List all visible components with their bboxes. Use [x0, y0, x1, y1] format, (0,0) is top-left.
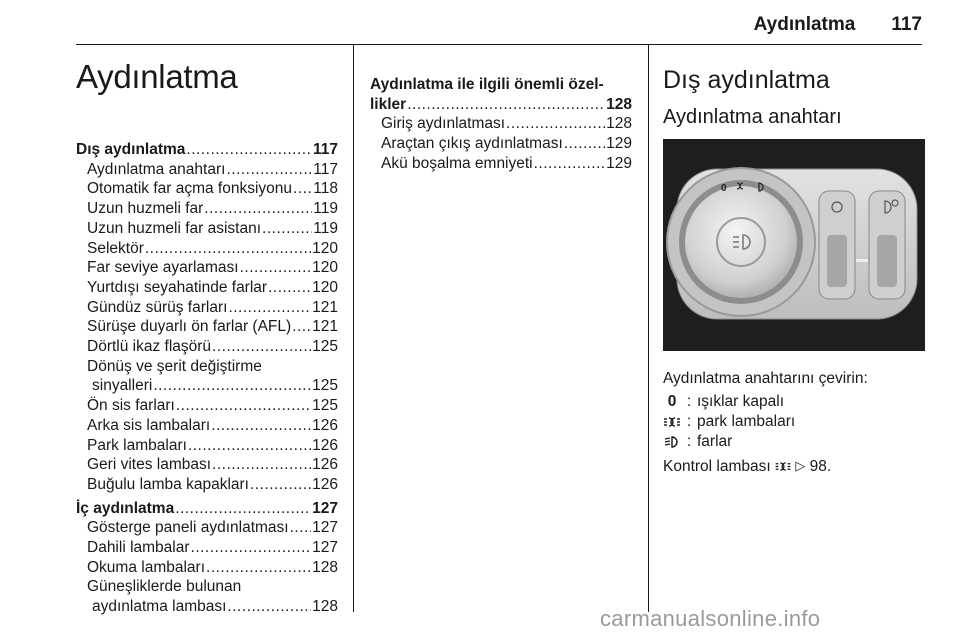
panel-indicator: [856, 259, 868, 262]
leader-dots: [226, 160, 312, 180]
leader-dots: [240, 258, 312, 278]
toc-label: Sürüşe duyarlı ön farlar (AFL): [87, 318, 292, 336]
leader-dots: [293, 179, 312, 199]
toc-entry[interactable]: [76, 317, 338, 337]
leader-dots: [206, 558, 311, 578]
wheel-grip-left: [827, 235, 847, 287]
intro-text: Aydınlatma anahtarını çevirin:: [663, 370, 868, 387]
toc-label: Aydınlatma anahtarı: [87, 160, 226, 178]
toc-section-entry[interactable]: [76, 499, 338, 519]
toc-page: 120: [312, 259, 338, 277]
toc-label: aydınlatma lambası: [92, 598, 227, 616]
running-head-title: Aydınlatma: [753, 14, 856, 35]
leader-dots: [292, 317, 311, 337]
zero-symbol-text: 0: [667, 393, 677, 410]
leader-dots: [250, 475, 311, 495]
toc-heading[interactable]: Aydınlatma ile ilgili önemli özel-: [370, 76, 604, 93]
toc-page: 128: [312, 558, 338, 576]
header-rule: [76, 44, 922, 45]
column-divider: [353, 44, 354, 612]
toc-page: 125: [312, 377, 338, 395]
running-head: [0, 14, 922, 36]
toc-page: 125: [312, 338, 338, 356]
toc-label: Gündüz sürüş farları: [87, 298, 228, 316]
leader-dots: [212, 337, 311, 357]
toc-page: 129: [606, 154, 632, 172]
leader-dots: [268, 278, 311, 298]
toc-entry[interactable]: [370, 134, 632, 154]
legend-row-park: [663, 412, 795, 432]
toc-label: Dörtlü ikaz flaşörü: [87, 338, 212, 356]
toc-entry[interactable]: [76, 538, 338, 558]
leader-dots: [191, 538, 312, 558]
toc-label: Ön sis farları: [87, 397, 175, 415]
toc-page: 121: [312, 298, 338, 316]
position-legend: [663, 392, 795, 452]
legend-colon: :: [686, 433, 692, 450]
toc-page: 119: [313, 219, 338, 237]
toc-heading-row[interactable]: [370, 95, 632, 115]
toc-entry[interactable]: [76, 597, 338, 617]
toc-entry[interactable]: [76, 258, 338, 278]
legend-row-headlights: [663, 432, 795, 452]
toc-page: 126: [312, 436, 338, 454]
legend-text: park lambaları: [697, 413, 796, 430]
toc-entry[interactable]: [76, 219, 338, 239]
toc-label: Buğulu lamba kapakları: [87, 475, 249, 493]
toc-page: 125: [312, 397, 338, 415]
toc-label: Yurtdışı seyahatinde farlar: [87, 278, 268, 296]
toc-label: Araçtan çıkış aydınlatması: [381, 135, 563, 153]
toc-heading-label: likler: [370, 95, 407, 113]
toc-entry[interactable]: [370, 114, 632, 134]
legend-colon: :: [686, 413, 692, 430]
toc-page: 127: [312, 539, 338, 557]
legend-row-off: [663, 392, 795, 412]
toc-page: 127: [312, 499, 338, 517]
headlights-icon: [663, 435, 681, 449]
toc-label: Dönüş ve şerit değiştirme: [87, 357, 262, 375]
column-divider: [648, 44, 649, 612]
toc-page: 128: [312, 598, 338, 616]
toc-page: 120: [312, 278, 338, 296]
toc-entry[interactable]: [76, 179, 338, 199]
toc-entry[interactable]: [76, 199, 338, 219]
toc-label: Arka sis lambaları: [87, 416, 211, 434]
leader-dots: [176, 396, 311, 416]
toc-label: Gösterge paneli aydınlatması: [87, 519, 289, 537]
toc-page: 129: [606, 135, 632, 153]
leader-dots: [175, 499, 311, 519]
toc-entry[interactable]: [76, 396, 338, 416]
leader-dots: [564, 134, 605, 154]
toc-entry[interactable]: [76, 298, 338, 318]
toc-entry[interactable]: [76, 337, 338, 357]
toc-label: Akü boşalma emniyeti: [381, 154, 533, 172]
toc-entry[interactable]: [76, 436, 338, 456]
leader-dots: [534, 154, 606, 174]
note-text: Kontrol lambası: [663, 458, 771, 475]
toc-page: 126: [312, 416, 338, 434]
toc-label: Okuma lambaları: [87, 558, 206, 576]
toc-page: 117: [312, 141, 338, 158]
control-light-note: [663, 458, 831, 476]
toc-entry[interactable]: [76, 455, 338, 475]
table-of-contents: [76, 140, 338, 617]
chapter-title: Aydınlatma: [76, 58, 238, 95]
toc-entry[interactable]: [76, 577, 338, 597]
legend-colon: :: [686, 393, 692, 410]
toc-entry[interactable]: [370, 154, 632, 174]
toc-label: Otomatik far açma fonksiyonu: [87, 180, 293, 198]
subsection-title: Aydınlatma anahtarı: [663, 106, 842, 128]
wheel-grip-right: [877, 235, 897, 287]
leader-dots: [153, 376, 311, 396]
toc-label: Güneşliklerde bulunan: [87, 578, 242, 596]
toc-label: İç aydınlatma: [76, 499, 175, 517]
leader-dots: [186, 140, 312, 160]
toc-page: 128: [606, 115, 632, 133]
light-switch-photo: [663, 139, 925, 351]
toc-label: Geri vites lambası: [87, 456, 212, 474]
leader-dots: [290, 518, 312, 538]
leader-dots: [145, 239, 311, 259]
toc-page: 126: [312, 475, 338, 493]
watermark: carmanualsonline.info: [600, 606, 821, 631]
leader-dots: [262, 219, 312, 239]
page-reference[interactable]: 98.: [809, 458, 832, 475]
toc-label: Dahili lambalar: [87, 539, 190, 557]
toc-label: Uzun huzmeli far asistanı: [87, 219, 262, 237]
leader-dots: [212, 455, 311, 475]
toc-page: 120: [312, 239, 338, 257]
toc-page: 128: [606, 95, 632, 113]
toc-entry[interactable]: [76, 376, 338, 396]
toc-page: 127: [312, 519, 338, 537]
page-reference-arrow-icon: ▷: [795, 458, 806, 473]
toc-page: 119: [313, 200, 338, 218]
table-of-contents-continued: [370, 75, 632, 174]
toc-section-entry[interactable]: [76, 140, 338, 160]
leader-dots: [188, 436, 311, 456]
toc-entry[interactable]: [76, 239, 338, 259]
legend-text: farlar: [697, 433, 733, 450]
leader-dots: [211, 416, 311, 436]
toc-entry[interactable]: [76, 558, 338, 578]
dial-mark-off: 0: [721, 183, 727, 194]
toc-label: Giriş aydınlatması: [381, 115, 506, 133]
toc-entry[interactable]: [76, 357, 338, 377]
toc-entry[interactable]: [76, 160, 338, 180]
toc-label: sinyalleri: [92, 377, 153, 395]
toc-label: Far seviye ayarlaması: [87, 259, 239, 277]
toc-label: Uzun huzmeli far: [87, 200, 204, 218]
leader-dots: [227, 597, 311, 617]
toc-page: 117: [313, 160, 338, 178]
section-title: Dış aydınlatma: [663, 66, 830, 94]
leader-dots: [407, 95, 605, 115]
toc-label: Dış aydınlatma: [76, 141, 186, 158]
toc-entry[interactable]: [76, 475, 338, 495]
leader-dots: [228, 298, 311, 318]
park-lights-icon: [663, 416, 681, 428]
toc-entry[interactable]: [76, 416, 338, 436]
toc-page: 118: [313, 180, 338, 198]
leader-dots: [204, 199, 312, 219]
toc-page: 121: [312, 318, 338, 336]
toc-label: Park lambaları: [87, 436, 187, 454]
toc-label: Selektör: [87, 239, 144, 257]
park-lights-icon: [775, 458, 791, 475]
legend-text: ışıklar kapalı: [697, 393, 785, 410]
page-number: 117: [891, 14, 922, 35]
toc-entry[interactable]: [76, 518, 338, 538]
leader-dots: [506, 114, 605, 134]
dial-knob: [685, 186, 797, 298]
zero-symbol: [663, 392, 681, 412]
toc-entry[interactable]: [76, 278, 338, 298]
toc-page: 126: [312, 456, 338, 474]
